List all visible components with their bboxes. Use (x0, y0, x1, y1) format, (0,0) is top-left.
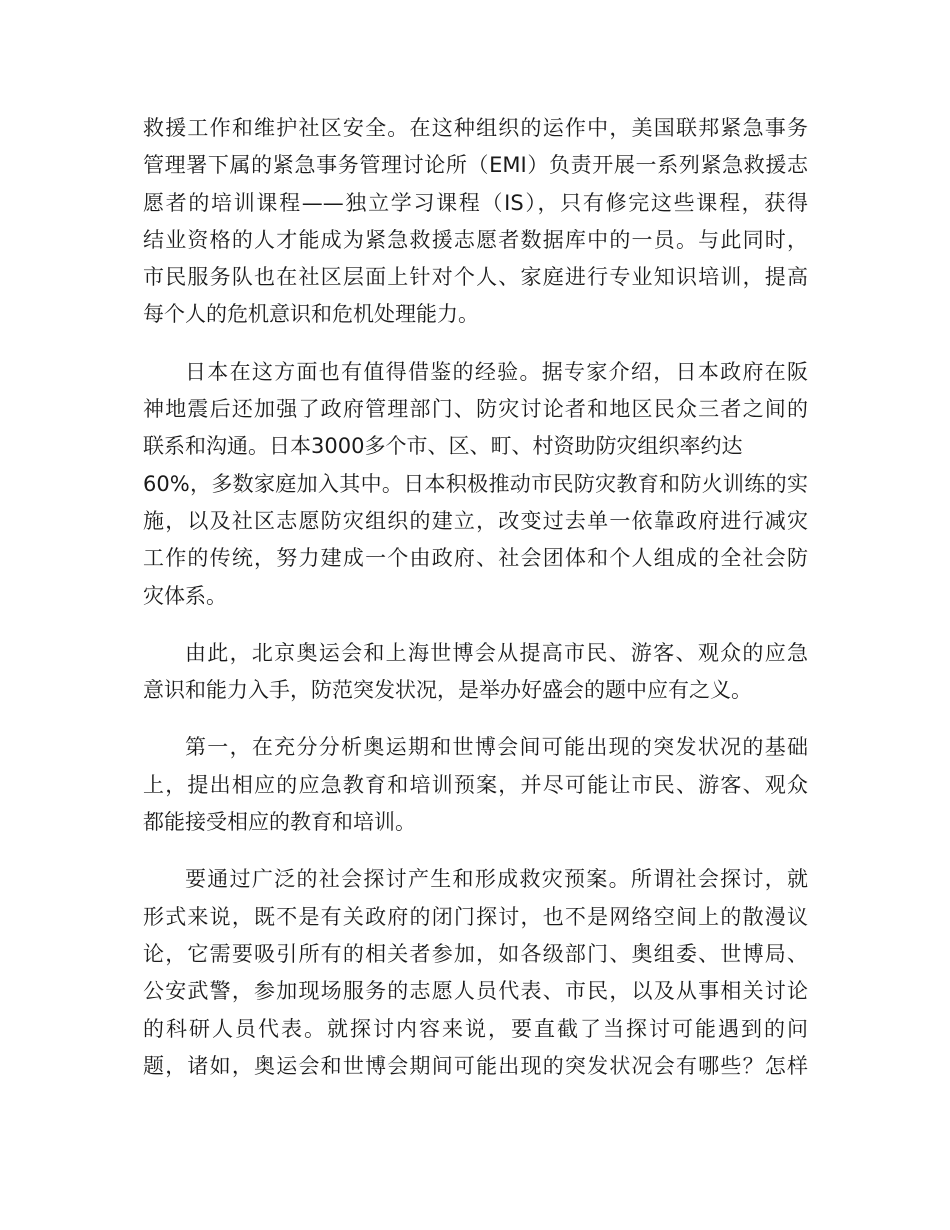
text-line: 要通过广泛的社会探讨产生和形成救灾预案。所谓社会探讨，就 (185, 867, 808, 892)
text-line: 第一，在充分分析奥运期和世博会间可能出现的突发状况的基础 (185, 735, 808, 760)
text-line: 论，它需要吸引所有的相关者参加，如各级部门、奥组委、世博局、 (143, 941, 808, 966)
paragraph (143, 861, 808, 1085)
text-line: 每个人的危机意识和危机处理能力。 (143, 302, 479, 327)
text-line: 公安武警，参加现场服务的志愿人员代表、市民，以及从事相关讨论 (143, 979, 808, 1004)
text-line: 由此，北京奥运会和上海世博会从提高市民、游客、观众的应急 (185, 640, 808, 665)
text-line: 愿者的培训课程——独立学习课程（IS），只有修完这些课程，获得 (143, 190, 808, 215)
text-line: 结业资格的人才能成为紧急救援志愿者数据库中的一员。与此同时， (143, 227, 808, 252)
text-line: 灾体系。 (143, 583, 227, 608)
paragraph (143, 729, 808, 841)
text-line: 工作的传统，努力建成一个由政府、社会团体和个人组成的全社会防 (143, 546, 808, 571)
text-line: 救援工作和维护社区安全。在这种组织的运作中，美国联邦紧急事务 (143, 116, 808, 140)
text-line: 60%，多数家庭加入其中。日本积极推动市民防灾教育和防火训练的实 (143, 471, 808, 496)
paragraph (143, 354, 808, 615)
text-line: 联系和沟通。日本3000多个市、区、町、村资助防灾组织率约达 (143, 434, 743, 459)
text-line: 施，以及社区志愿防灾组织的建立，改变过去单一依靠政府进行减灾 (143, 508, 808, 533)
text-line: 都能接受相应的教育和培训。 (143, 810, 416, 835)
text-line: 上，提出相应的应急教育和培训预案，并尽可能让市民、游客、观众 (143, 772, 808, 797)
paragraph (143, 635, 808, 710)
paragraph (143, 110, 808, 334)
text-line: 题，诸如，奥运会和世博会期间可能出现的突发状况会有哪些？怎样 (143, 1053, 808, 1078)
text-line: 日本在这方面也有值得借鉴的经验。据专家介绍，日本政府在阪 (185, 359, 808, 384)
text-line: 市民服务队也在社区层面上针对个人、家庭进行专业知识培训，提高 (143, 265, 808, 290)
text-line: 管理署下属的紧急事务管理讨论所（EMI）负责开展一系列紧急救援志 (143, 153, 808, 178)
text-line: 形式来说，既不是有关政府的闭门探讨，也不是网络空间上的散漫议 (143, 904, 808, 929)
text-line: 意识和能力入手，防范突发状况，是举办好盛会的题中应有之义。 (143, 678, 752, 703)
text-line: 神地震后还加强了政府管理部门、防灾讨论者和地区民众三者之间的 (143, 397, 808, 422)
text-line: 的科研人员代表。就探讨内容来说，要直截了当探讨可能遇到的问 (143, 1016, 808, 1041)
body-text (143, 110, 808, 1085)
